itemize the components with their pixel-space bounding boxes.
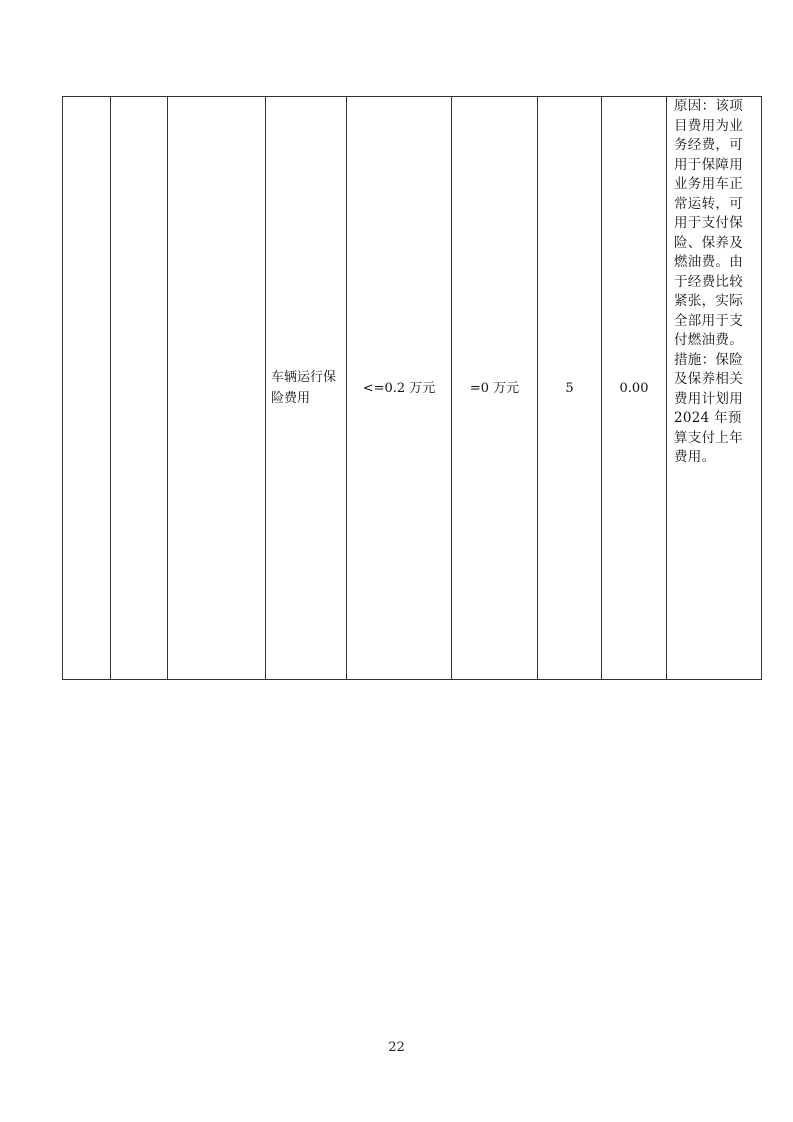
indicator-name-cell <box>266 97 347 680</box>
indicator-name: 车辆运行保险费用 <box>271 370 337 406</box>
remarks-cell <box>667 97 762 680</box>
level3-indicator-cell <box>168 97 266 680</box>
weight-cell: 5 <box>538 97 602 680</box>
actual-value-cell: =0 万元 <box>452 97 538 680</box>
performance-table <box>62 96 762 680</box>
level2-indicator-cell <box>111 97 168 680</box>
target-value-cell: <=0.2 万元 <box>347 97 452 680</box>
page-number: 22 <box>388 1040 405 1055</box>
level1-indicator-cell <box>63 97 111 680</box>
score-cell: 0.00 <box>602 97 667 680</box>
table-row <box>63 97 762 680</box>
remarks-text: 原因：该项目费用为业务经费，可用于保障用业务用车正常运转，可用于支付保险、保养及燃油费。由于经费比较紧张，实际全部用于支付燃油费。措施：保险及保养相关费用计划用 2024 年预算支付上年费用。 <box>674 98 743 465</box>
